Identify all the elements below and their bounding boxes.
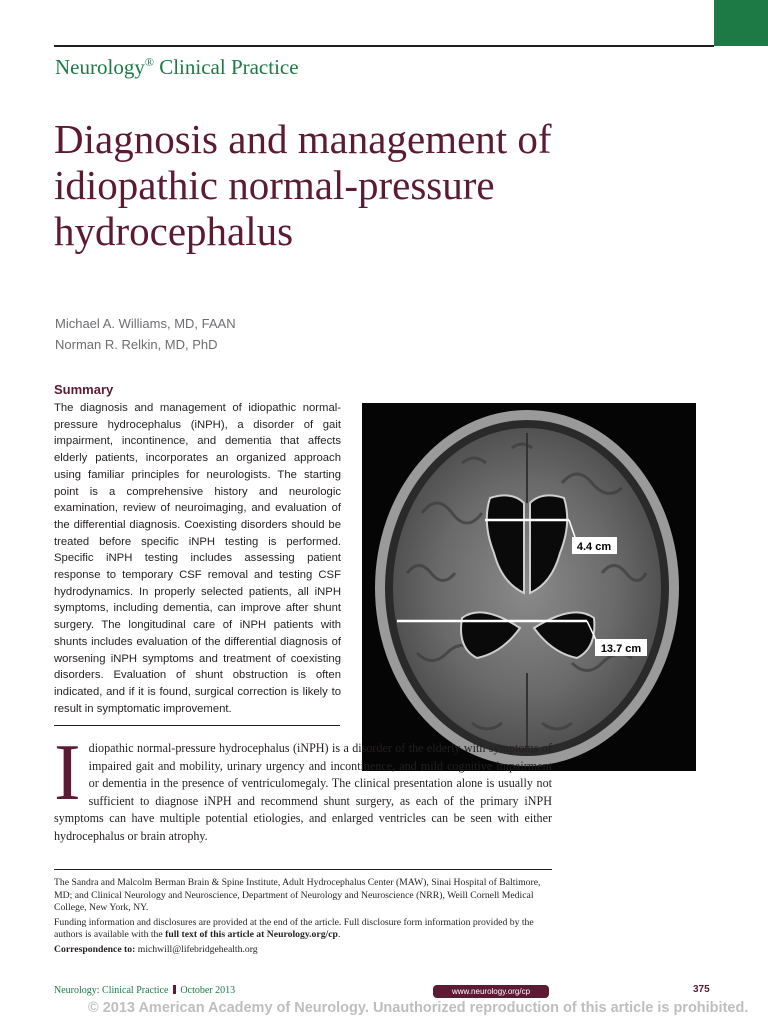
correspondence-note: Correspondence to: michwill@lifebridgehealth.org	[54, 943, 258, 955]
correspondence-email[interactable]: michwill@lifebridgehealth.org	[137, 943, 258, 955]
footnotes	[54, 877, 552, 959]
footnote-divider	[54, 869, 552, 870]
footer-url[interactable]: www.neurology.org/cp	[433, 985, 549, 998]
measurement-label-ventricle: 4.4 cm	[576, 541, 612, 553]
summary-divider	[54, 725, 340, 726]
intro-text: diopathic normal-pressure hydrocephalus (iNPH) is a disorder of the elderly with symptoms of impaired gait and mobility, urinary urgency and incontinence, and mild cognitive impairment or dementia in the presence of ventriculomegaly. The clinical presentation alone is usually not sufficient to diagnose iNPH and recommend shunt surgery, as each of the primary iNPH symptoms can have multiple potential etiologies, and enlarged ventricles can be seen with either hydrocephalus or brain atrophy.	[54, 741, 552, 843]
intro-paragraph	[54, 729, 552, 845]
page-number: 375	[693, 984, 710, 995]
header-rule	[54, 45, 714, 47]
mri-figure	[362, 403, 696, 771]
affiliation-note: The Sandra and Malcolm Berman Brain & Spine Institute, Adult Hydrocephalus Center (MAW), Sinai Hospital of Baltimore, MD; and Clinical Neurology and Neuroscience, Department of Neurology and Neuroscience (NRR), Weill Cornell Medical College, New York, NY.	[54, 877, 541, 914]
copyright-notice: © 2013 American Academy of Neurology. Unauthorized reproduction of this article is prohibited.	[88, 1000, 749, 1016]
measurement-label-skull: 13.7 cm	[600, 643, 642, 655]
journal-name: Neurology® Clinical Practice	[55, 55, 299, 79]
full-text-link[interactable]: full text of this article at Neurology.org/cp	[165, 929, 338, 941]
summary-heading: Summary	[54, 382, 114, 397]
summary-text: The diagnosis and management of idiopathic normal-pressure hydrocephalus (iNPH), a disorder of gait impairment, incontinence, and dementia that affects elderly patients, incorporates an organized approach using familiar principles for neurologists. The starting point is a comprehensive history and neurologic examination, review of neuroimaging, and evaluation of the differential diagnosis. Coexisting disorders should be treated before specific iNPH testing is performed. Specific iNPH testing includes assessing patient response to temporary CSF removal and testing CSF hydrodynamics. In properly selected patients, all iNPH symptoms, including dementia, can improve after shunt surgery. The longitudinal care of iNPH patients with shunts includes evaluation of the differential diagnosis of worsening iNPH symptoms and treatment of coexisting disorders. Evaluation of shunt obstruction is often indicated, and if it is found, surgical correction is likely to result in symptomatic improvement.	[54, 402, 341, 715]
brain-mri-image	[362, 403, 696, 771]
drop-cap: I	[54, 729, 81, 817]
author-name: Michael A. Williams, MD, FAAN	[55, 316, 236, 331]
author-name: Norman R. Relkin, MD, PhD	[55, 337, 218, 352]
article-title: Diagnosis and management of idiopathic normal-pressure hydrocephalus	[54, 116, 552, 254]
header-color-tab	[714, 0, 768, 46]
author-list	[55, 313, 236, 355]
footer-journal: Neurology: Clinical Practice October 2013	[54, 985, 236, 996]
funding-note: Funding information and disclosures are provided at the end of the article. Full disclosure form information provided by the authors is available with the full text of this article at Neurology.org/cp.	[54, 916, 534, 941]
